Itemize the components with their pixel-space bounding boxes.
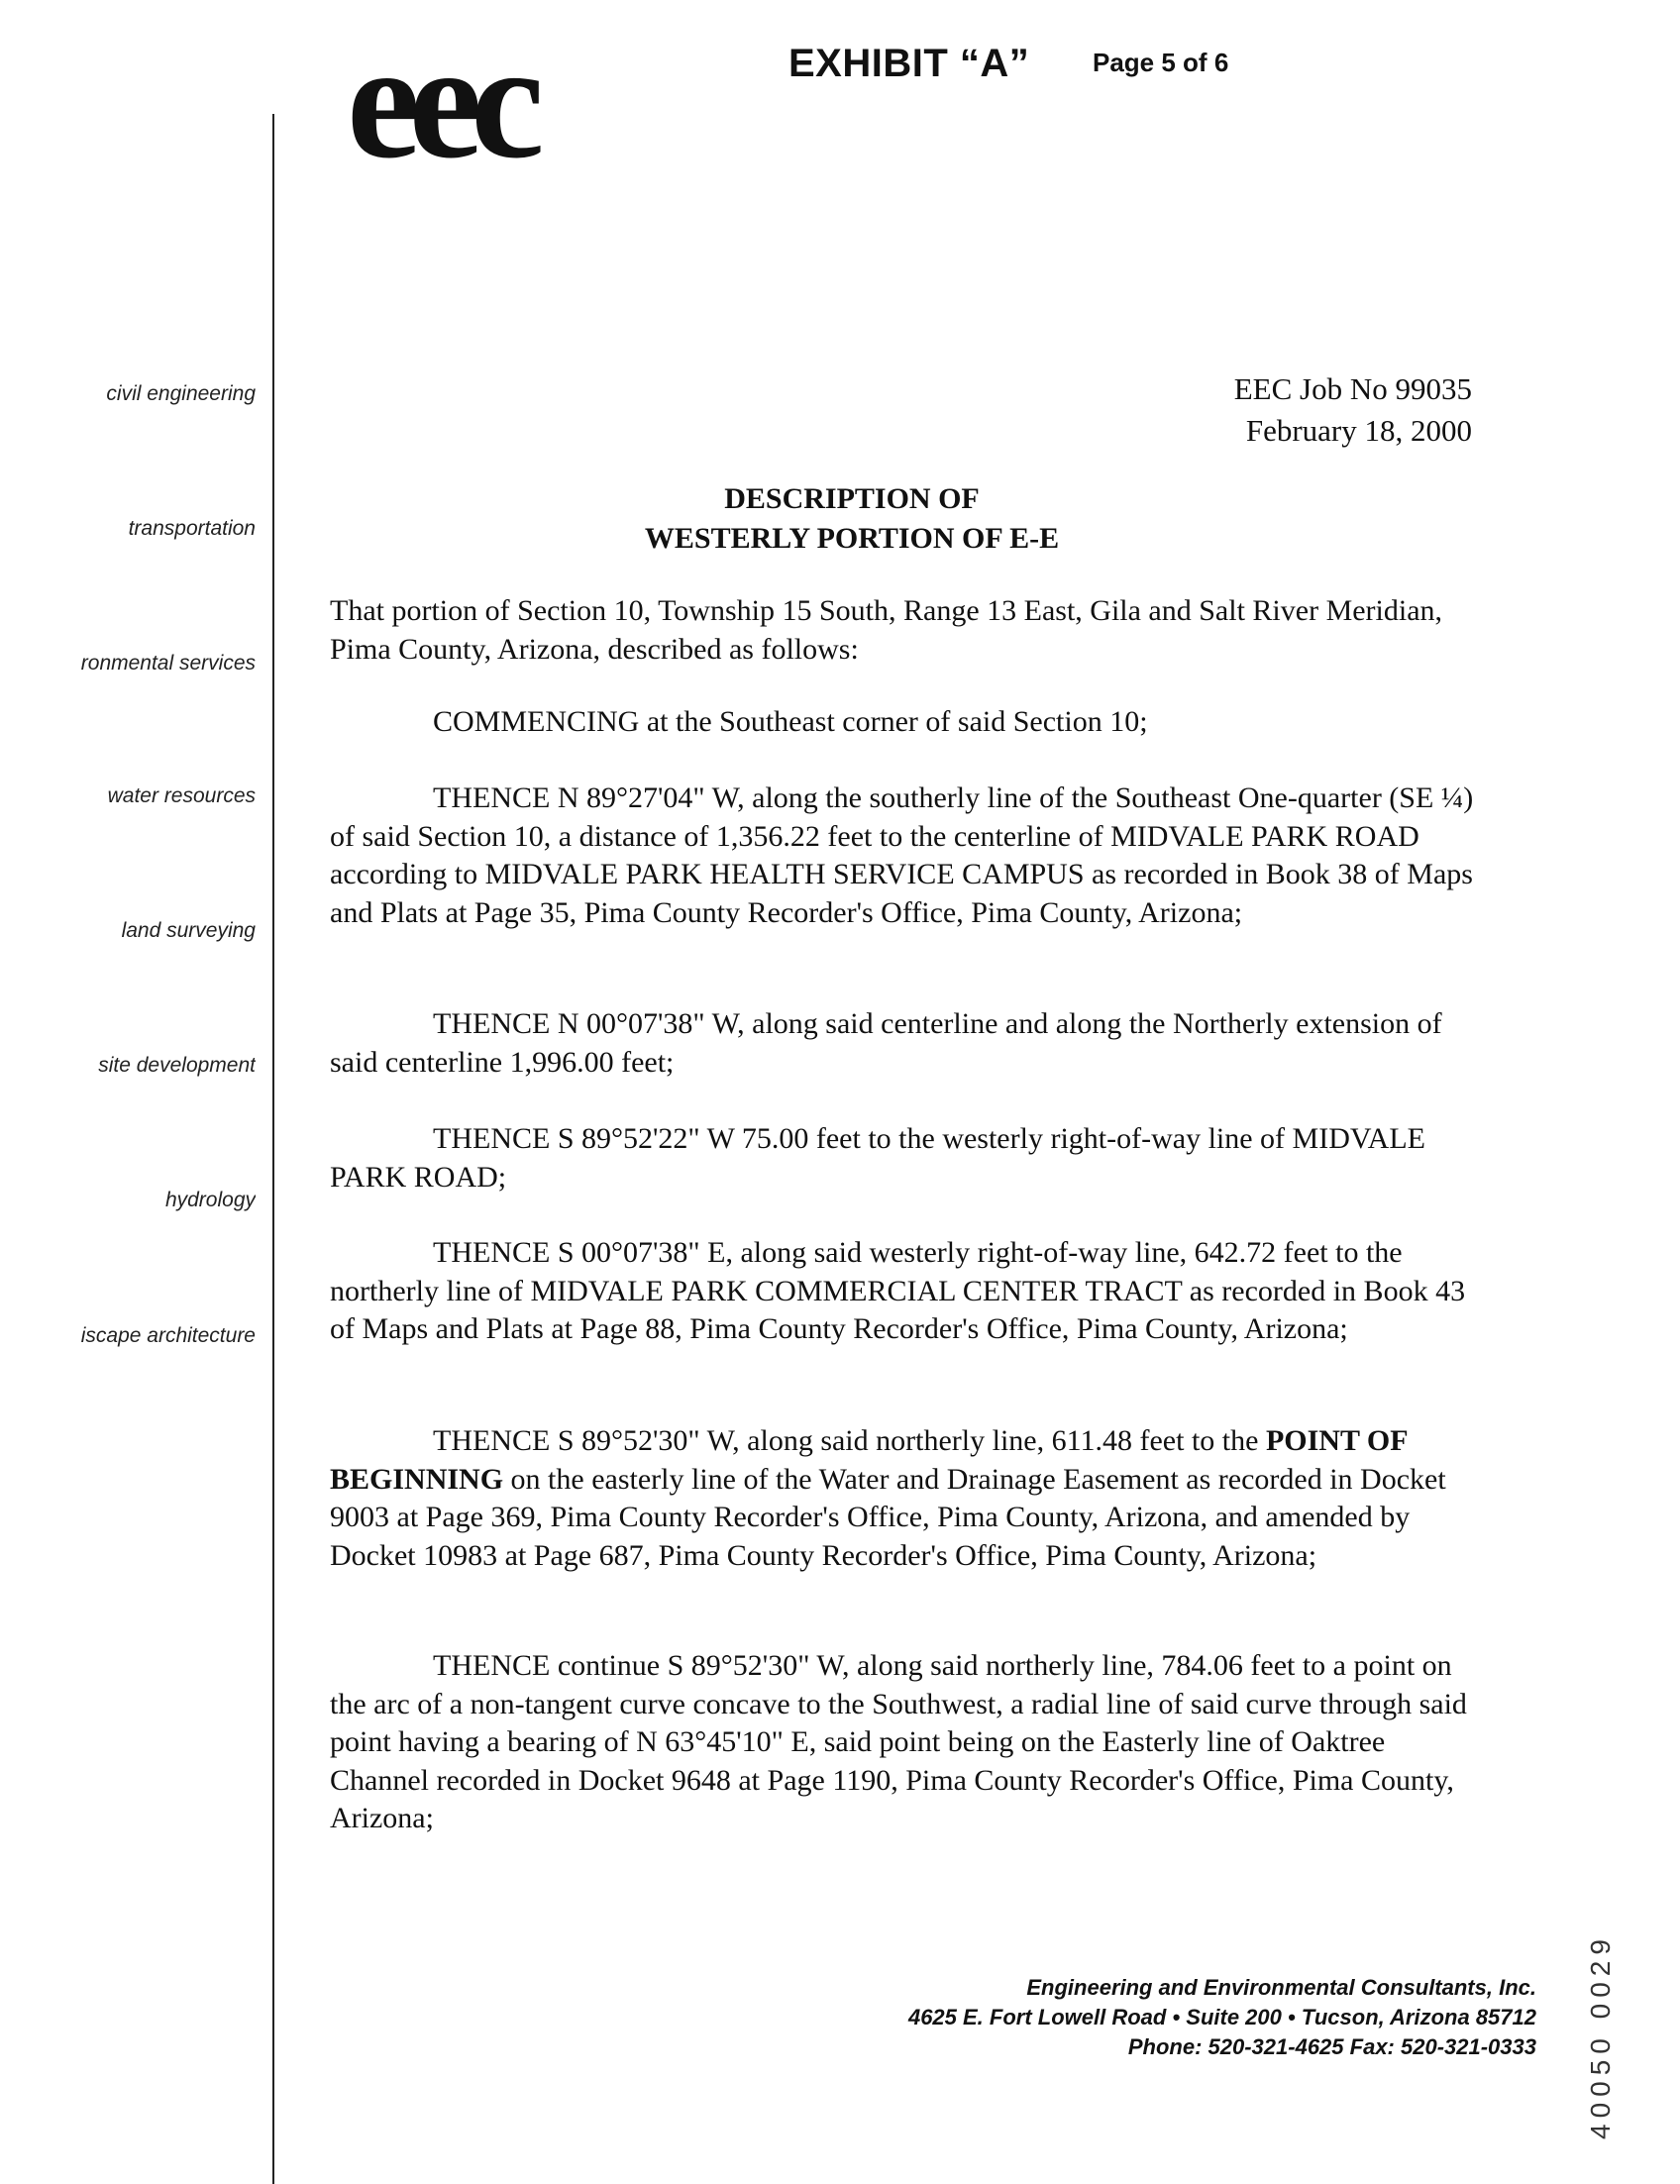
course-text-3: THENCE S 89°52'22" W 75.00 feet to the westerly right-of-way line of MIDVALE PARK ROAD; (330, 1122, 1425, 1194)
course-text-2: THENCE N 00°07'38" W, along said centerline and along the Northerly extension of said centerline 1,996.00 feet; (330, 1007, 1442, 1079)
job-date: February 18, 2000 (1245, 413, 1472, 448)
sidebar-item-transportation: transportation (128, 517, 256, 540)
sidebar-divider (272, 114, 274, 2184)
course-text-1: THENCE N 89°27'04" W, along the southerly line of the Southeast One-quarter (SE ¼) of said Section 10, a distance of 1,356.22 feet to the centerline of MIDVALE PARK ROAD according to MIDVALE PARK HEALTH SERVICE CAMPUS as recorded in Book 38 of Maps and Plats at Page 35, Pima County Recorder's Office, Pima County, Arizona; (330, 781, 1474, 929)
intro-paragraph (330, 592, 1477, 669)
docket-number: 40050 0029 (1585, 1933, 1616, 2139)
sidebar-item-civil-engineering: civil engineering (106, 382, 256, 405)
sidebar-item-landscape-architecture: iscape architecture (80, 1324, 256, 1347)
point-of-beginning: POINT OF BEGINNING (330, 1424, 1408, 1496)
sidebar-item-hydrology: hydrology (164, 1189, 256, 1211)
title-line-1: DESCRIPTION OF (724, 482, 980, 515)
company-address: 4625 E. Fort Lowell Road • Suite 200 • Tucson, Arizona 85712 (907, 2005, 1536, 2029)
commencing-text: COMMENCING at the Southeast corner of said Section 10; (433, 705, 1148, 738)
course-text-4: THENCE S 00°07'38" E, along said westerly right-of-way line, 642.72 feet to the northerly line of MIDVALE PARK COMMERCIAL CENTER TRACT as recorded in Book 43 of Maps and Plats at Page 88, Pima County Recorder's Office, Pima County, Arizona; (330, 1236, 1466, 1345)
sidebar-item-water-resources: water resources (107, 784, 256, 807)
course-paragraph-3 (330, 1120, 1477, 1196)
course-text-5 (330, 1422, 1477, 1575)
job-info (1234, 368, 1472, 452)
exhibit-label: EXHIBIT “A” (788, 42, 1030, 85)
docket-stamp (1585, 1545, 1644, 2139)
document-title (555, 479, 1149, 559)
eec-logo (347, 40, 703, 188)
course-paragraph-2 (330, 1005, 1477, 1082)
course-paragraph-1 (330, 780, 1477, 932)
course-paragraph-5 (330, 1422, 1477, 1575)
company-name: Engineering and Environmental Consultants, Inc. (1026, 1975, 1536, 2000)
course-text-5-end: on the easterly line of the Water and Drainage Easement as recorded in Docket 9003 at Page 369, Pima County Recorder's Office, Pima County, Arizona, and amended by Docket 10983 at Page 687, Pima County Recorder's Office, Pima County, Arizona; (330, 1462, 1446, 1572)
course-text-6: THENCE continue S 89°52'30" W, along said northerly line, 784.06 feet to a point on the arc of a non-tangent curve concave to the Southwest, a radial line of said curve through said point having a bearing of N 63°45'10" E, said point being on the Easterly line of Oaktree Channel recorded in Docket 9648 at Page 1190, Pima County Recorder's Office, Pima County, Arizona; (330, 1649, 1467, 1834)
course-text-5-start: THENCE S 89°52'30" W, along said northerly line, 611.48 feet to the (433, 1424, 1259, 1457)
course-paragraph-6 (330, 1647, 1477, 1838)
job-number: EEC Job No 99035 (1233, 371, 1472, 406)
intro-text: That portion of Section 10, Township 15 South, Range 13 East, Gila and Salt River Meridian, Pima County, Arizona, described as follows: (330, 594, 1443, 666)
svg-text:eec: eec (347, 40, 533, 188)
page-number: Page 5 of 6 (1093, 48, 1229, 77)
sidebar-item-environmental-services: ronmental services (80, 652, 256, 675)
sidebar-item-land-surveying: land surveying (121, 919, 256, 942)
title-line-2: WESTERLY PORTION OF E-E (644, 522, 1060, 555)
company-phone: Phone: 520-321-4625 Fax: 520-321-0333 (1127, 2034, 1536, 2059)
commencing-paragraph (330, 703, 1477, 742)
company-footer (908, 1973, 1536, 2062)
course-paragraph-4 (330, 1234, 1477, 1349)
sidebar-item-site-development: site development (98, 1054, 256, 1077)
